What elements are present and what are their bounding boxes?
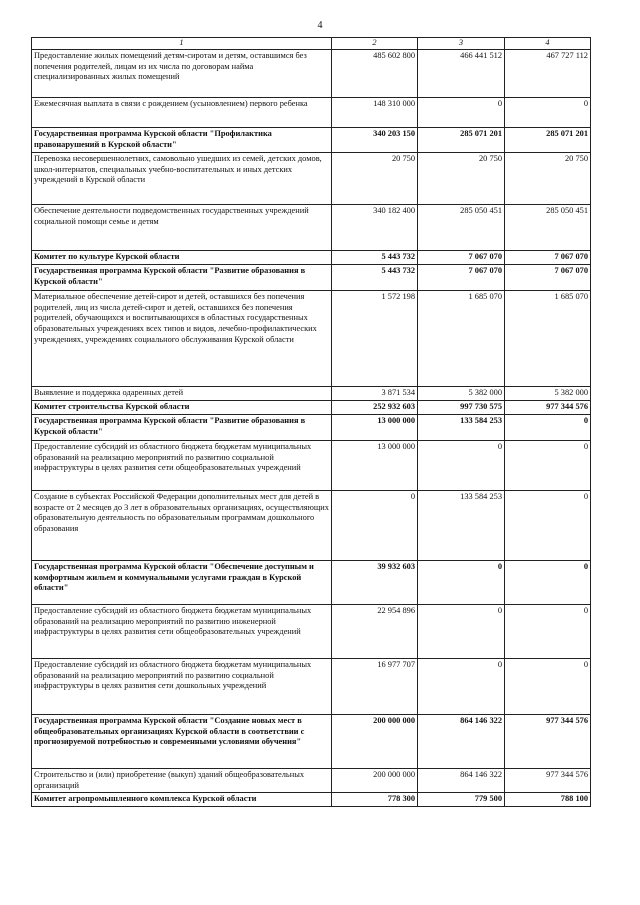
value-col-3: 285 071 201 (418, 127, 505, 152)
value-col-4: 285 050 451 (505, 204, 591, 250)
value-col-3: 20 750 (418, 152, 505, 204)
value-col-2: 485 602 800 (332, 49, 418, 97)
table-row (32, 490, 591, 560)
value-col-3: 0 (418, 440, 505, 490)
row-label: Строительство и (или) приобретение (выкуп) зданий общеобразовательных организаций (32, 768, 332, 793)
table-row (32, 793, 591, 807)
value-col-2: 13 000 000 (332, 414, 418, 440)
row-label: Государственная программа Курской области "Профилактика правонарушений в Курской области" (32, 127, 332, 152)
row-label: Создание в субъектах Российской Федерации дополнительных мест для детей в возрасте от 2 месяцев до 3 лет в образовательных организациях, осуществляющих образовательную деятельность по образовательным программам дошкольного образования (32, 490, 332, 560)
value-col-2: 39 932 603 (332, 560, 418, 604)
value-col-3: 997 730 575 (418, 400, 505, 414)
budget-table (31, 37, 591, 807)
value-col-3: 1 685 070 (418, 290, 505, 386)
value-col-3: 0 (418, 604, 505, 658)
value-col-4: 977 344 576 (505, 400, 591, 414)
value-col-4: 7 067 070 (505, 250, 591, 264)
value-col-3: 133 584 253 (418, 490, 505, 560)
value-col-2: 3 871 534 (332, 386, 418, 400)
row-label: Материальное обеспечение детей-сирот и детей, оставшихся без попечения родителей, лиц из числа детей-сирот и детей, оставшихся без попечения родителей, обучающихся и воспитывающихся в областных государственных образовательных учреждениях всех типов и видов, лечебно-профилактических учреждениях, учреждениях социального обслуживания Курской области (32, 290, 332, 386)
table-row (32, 127, 591, 152)
value-col-4: 467 727 112 (505, 49, 591, 97)
value-col-2: 252 932 603 (332, 400, 418, 414)
column-header-4: 4 (505, 38, 591, 50)
row-label: Комитет агропромышленного комплекса Курской области (32, 793, 332, 807)
value-col-2: 16 977 707 (332, 658, 418, 714)
value-col-2: 340 182 400 (332, 204, 418, 250)
row-label: Государственная программа Курской области "Обеспечение доступным и комфортным жильем и коммунальными услугами граждан в Курской области" (32, 560, 332, 604)
value-col-3: 0 (418, 560, 505, 604)
value-col-4: 5 382 000 (505, 386, 591, 400)
value-col-2: 200 000 000 (332, 768, 418, 793)
row-label: Выявление и поддержка одаренных детей (32, 386, 332, 400)
row-label: Ежемесячная выплата в связи с рождением (усыновлением) первого ребенка (32, 97, 332, 127)
value-col-4: 788 100 (505, 793, 591, 807)
value-col-3: 5 382 000 (418, 386, 505, 400)
table-row (32, 290, 591, 386)
page-number: 4 (317, 20, 323, 31)
table-row (32, 49, 591, 97)
value-col-3: 285 050 451 (418, 204, 505, 250)
row-label: Комитет строительства Курской области (32, 400, 332, 414)
table-row (32, 264, 591, 290)
value-col-3: 466 441 512 (418, 49, 505, 97)
table-row (32, 97, 591, 127)
row-label: Комитет по культуре Курской области (32, 250, 332, 264)
value-col-2: 5 443 732 (332, 250, 418, 264)
column-header-3: 3 (418, 38, 505, 50)
row-label: Предоставление субсидий из областного бюджета бюджетам муниципальных образований на реализацию мероприятий по развитию социальной инфраструктуры в целях развития сети дошкольных учреждений (32, 658, 332, 714)
value-col-4: 977 344 576 (505, 714, 591, 768)
value-col-3: 0 (418, 97, 505, 127)
row-label: Государственная программа Курской области "Развитие образования в Курской области" (32, 264, 332, 290)
table-row (32, 414, 591, 440)
value-col-4: 285 071 201 (505, 127, 591, 152)
row-label: Предоставление жилых помещений детям-сиротам и детям, оставшимся без попечения родителей, лицам из их числа по договорам найма специализированных жилых помещений (32, 49, 332, 97)
value-col-4: 0 (505, 490, 591, 560)
value-col-4: 0 (505, 440, 591, 490)
value-col-4: 0 (505, 97, 591, 127)
value-col-3: 864 146 322 (418, 714, 505, 768)
value-col-2: 148 310 000 (332, 97, 418, 127)
value-col-2: 1 572 198 (332, 290, 418, 386)
value-col-3: 7 067 070 (418, 250, 505, 264)
table-header-row (32, 38, 591, 50)
value-col-3: 133 584 253 (418, 414, 505, 440)
value-col-3: 0 (418, 658, 505, 714)
value-col-2: 340 203 150 (332, 127, 418, 152)
value-col-4: 20 750 (505, 152, 591, 204)
row-label: Предоставление субсидий из областного бюджета бюджетам муниципальных образований на реализацию мероприятий по развитию инженерной инфраструктуры в целях развития сети общеобразовательных учреждений (32, 604, 332, 658)
value-col-2: 778 300 (332, 793, 418, 807)
value-col-4: 1 685 070 (505, 290, 591, 386)
row-label: Перевозка несовершеннолетних, самовольно ушедших из семей, детских домов, школ-интернатов, специальных учебно-воспитательных и иных детских учреждений в Курской области (32, 152, 332, 204)
table-row (32, 440, 591, 490)
value-col-2: 22 954 896 (332, 604, 418, 658)
table-row (32, 560, 591, 604)
value-col-2: 0 (332, 490, 418, 560)
value-col-4: 7 067 070 (505, 264, 591, 290)
table-row (32, 152, 591, 204)
row-label: Обеспечение деятельности подведомственных государственных учреждений социальной помощи семье и детям (32, 204, 332, 250)
row-label: Государственная программа Курской области "Развитие образования в Курской области" (32, 414, 332, 440)
table-row (32, 204, 591, 250)
value-col-2: 20 750 (332, 152, 418, 204)
value-col-4: 0 (505, 414, 591, 440)
value-col-4: 0 (505, 658, 591, 714)
value-col-2: 13 000 000 (332, 440, 418, 490)
row-label: Предоставление субсидий из областного бюджета бюджетам муниципальных образований на реализацию мероприятий по развитию социальной инфраструктуры в целях развития сети общеобразовательных учреждений (32, 440, 332, 490)
value-col-3: 779 500 (418, 793, 505, 807)
table-row (32, 250, 591, 264)
value-col-2: 200 000 000 (332, 714, 418, 768)
column-header-2: 2 (332, 38, 418, 50)
table-row (32, 658, 591, 714)
table-row (32, 714, 591, 768)
table-row (32, 400, 591, 414)
value-col-4: 0 (505, 604, 591, 658)
value-col-4: 977 344 576 (505, 768, 591, 793)
value-col-3: 864 146 322 (418, 768, 505, 793)
column-header-1: 1 (32, 38, 332, 50)
value-col-3: 7 067 070 (418, 264, 505, 290)
value-col-4: 0 (505, 560, 591, 604)
value-col-2: 5 443 732 (332, 264, 418, 290)
table-row (32, 768, 591, 793)
table-row (32, 604, 591, 658)
table-row (32, 386, 591, 400)
row-label: Государственная программа Курской области "Создание новых мест в общеобразовательных организациях Курской области в соответствии с прогнозируемой потребностью и современными условиями обучения" (32, 714, 332, 768)
